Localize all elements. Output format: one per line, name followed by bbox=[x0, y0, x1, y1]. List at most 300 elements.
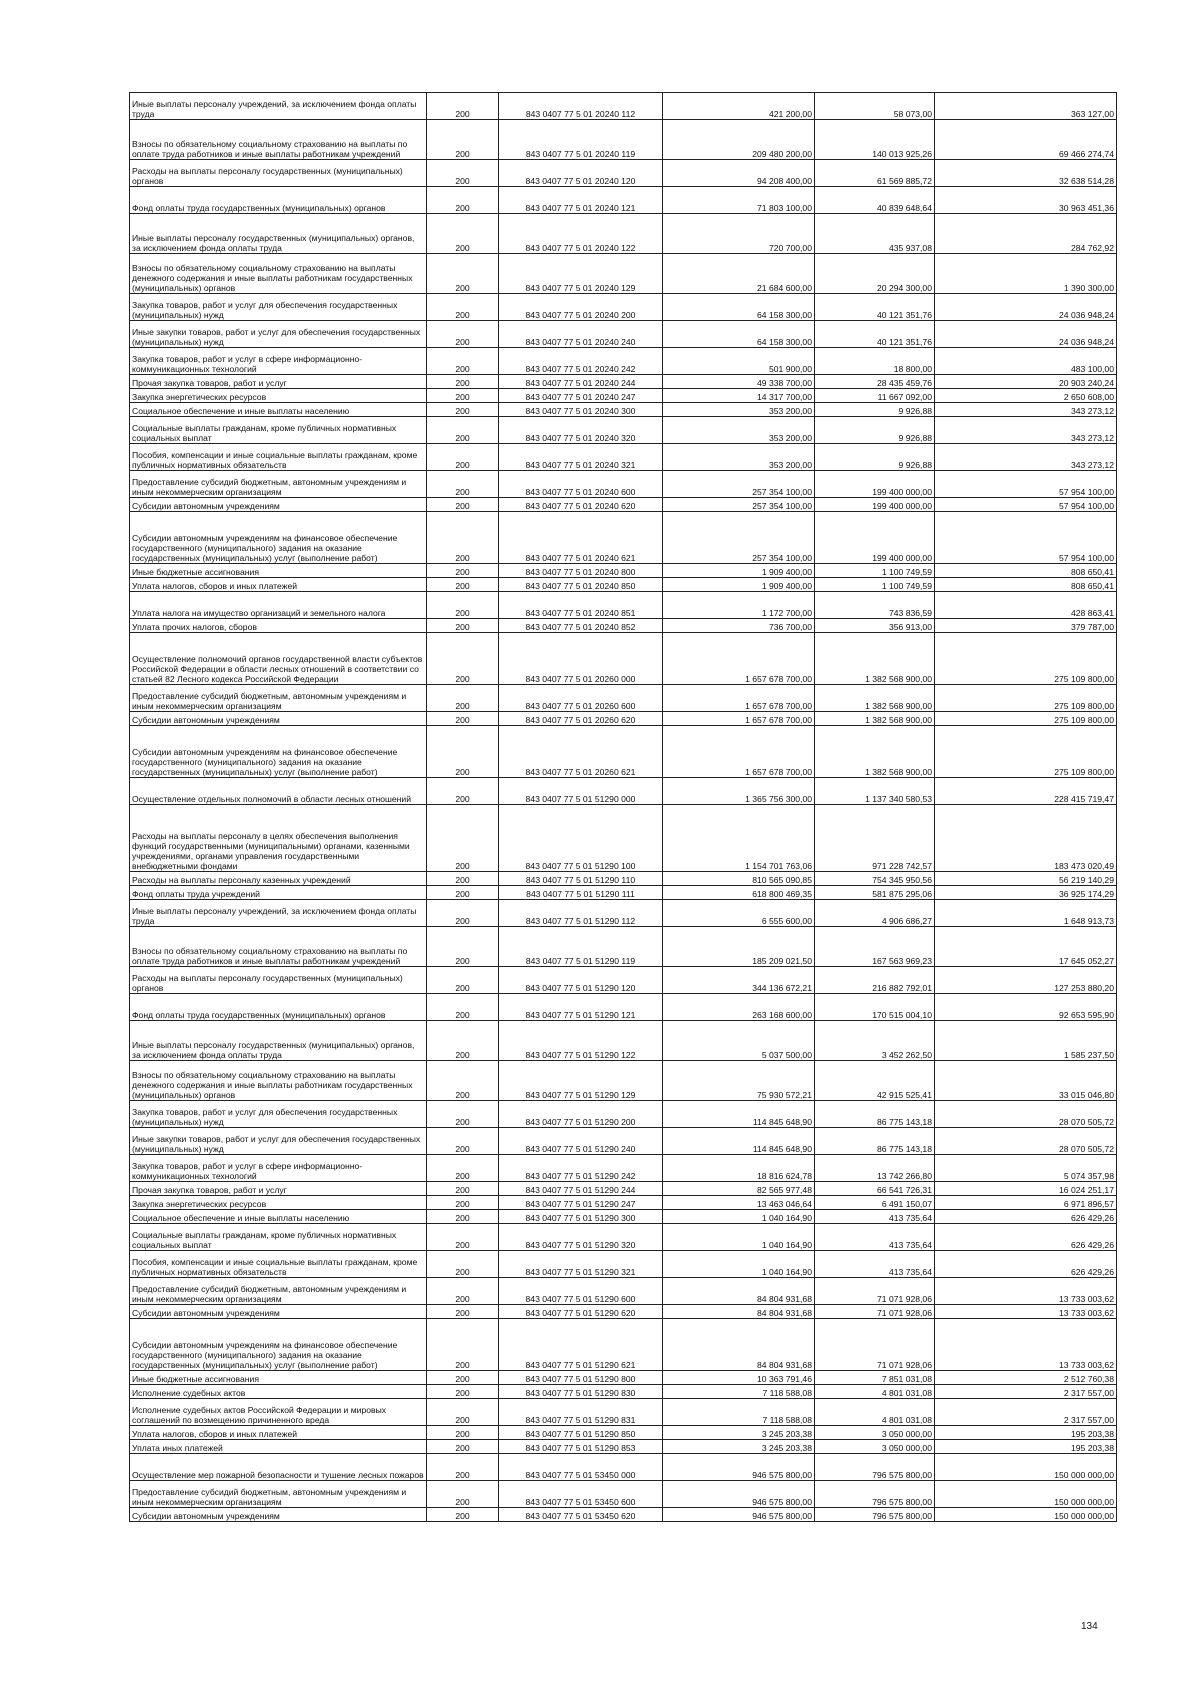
row-approved: 618 800 469,35 bbox=[663, 886, 815, 900]
row-kbk: 843 0407 77 5 01 51290 122 bbox=[499, 1021, 663, 1061]
row-approved: 344 136 672,21 bbox=[663, 967, 815, 994]
row-name: Пособия, компенсации и иные социальные выплаты гражданам, кроме публичных нормативных обязательств bbox=[130, 1251, 427, 1278]
row-kbk: 843 0407 77 5 01 20240 621 bbox=[499, 512, 663, 564]
row-name: Субсидии автономным учреждениям bbox=[130, 1305, 427, 1319]
row-executed: 413 735,64 bbox=[815, 1224, 935, 1251]
row-unexecuted: 92 653 595,90 bbox=[935, 994, 1117, 1021]
table-row bbox=[130, 512, 1117, 564]
row-name: Фонд оплаты труда государственных (муниципальных) органов bbox=[130, 187, 427, 214]
row-name: Субсидии автономным учреждениям bbox=[130, 1508, 427, 1522]
row-executed: 3 452 262,50 bbox=[815, 1021, 935, 1061]
row-executed: 356 913,00 bbox=[815, 619, 935, 633]
row-executed: 796 575 800,00 bbox=[815, 1508, 935, 1522]
row-code: 200 bbox=[427, 1101, 499, 1128]
table-row bbox=[130, 417, 1117, 444]
row-name: Уплата налогов, сборов и иных платежей bbox=[130, 578, 427, 592]
row-kbk: 843 0407 77 5 01 51290 620 bbox=[499, 1305, 663, 1319]
row-unexecuted: 150 000 000,00 bbox=[935, 1508, 1117, 1522]
row-executed: 40 121 351,76 bbox=[815, 321, 935, 348]
row-approved: 1 657 678 700,00 bbox=[663, 712, 815, 726]
row-unexecuted: 24 036 948,24 bbox=[935, 321, 1117, 348]
row-approved: 94 208 400,00 bbox=[663, 160, 815, 187]
row-executed: 4 801 031,08 bbox=[815, 1399, 935, 1426]
row-unexecuted: 6 971 896,57 bbox=[935, 1196, 1117, 1210]
row-executed: 199 400 000,00 bbox=[815, 471, 935, 498]
row-unexecuted: 56 219 140,29 bbox=[935, 872, 1117, 886]
row-unexecuted: 1 585 237,50 bbox=[935, 1021, 1117, 1061]
row-unexecuted: 57 954 100,00 bbox=[935, 498, 1117, 512]
row-code: 200 bbox=[427, 1182, 499, 1196]
row-unexecuted: 28 070 505,72 bbox=[935, 1128, 1117, 1155]
row-approved: 1 172 700,00 bbox=[663, 592, 815, 619]
row-executed: 3 050 000,00 bbox=[815, 1440, 935, 1454]
row-approved: 10 363 791,46 bbox=[663, 1371, 815, 1385]
table-row bbox=[130, 444, 1117, 471]
row-kbk: 843 0407 77 5 01 51290 120 bbox=[499, 967, 663, 994]
row-unexecuted: 33 015 046,80 bbox=[935, 1061, 1117, 1101]
table-row bbox=[130, 994, 1117, 1021]
row-name: Закупка товаров, работ и услуг в сфере информационно-коммуникационных технологий bbox=[130, 348, 427, 375]
row-approved: 21 684 600,00 bbox=[663, 254, 815, 294]
row-approved: 3 245 203,38 bbox=[663, 1440, 815, 1454]
row-code: 200 bbox=[427, 927, 499, 967]
row-unexecuted: 195 203,38 bbox=[935, 1440, 1117, 1454]
row-unexecuted: 343 273,12 bbox=[935, 417, 1117, 444]
table-row bbox=[130, 321, 1117, 348]
row-executed: 6 491 150,07 bbox=[815, 1196, 935, 1210]
row-name: Закупка товаров, работ и услуг для обеспечения государственных (муниципальных) нужд bbox=[130, 294, 427, 321]
row-unexecuted: 36 925 174,29 bbox=[935, 886, 1117, 900]
row-unexecuted: 363 127,00 bbox=[935, 93, 1117, 120]
row-unexecuted: 626 429,26 bbox=[935, 1251, 1117, 1278]
row-kbk: 843 0407 77 5 01 51290 000 bbox=[499, 778, 663, 805]
row-kbk: 843 0407 77 5 01 20260 600 bbox=[499, 685, 663, 712]
row-executed: 199 400 000,00 bbox=[815, 498, 935, 512]
row-executed: 170 515 004,10 bbox=[815, 994, 935, 1021]
row-unexecuted: 1 648 913,73 bbox=[935, 900, 1117, 927]
row-unexecuted: 13 733 003,62 bbox=[935, 1305, 1117, 1319]
row-unexecuted: 284 762,92 bbox=[935, 214, 1117, 254]
row-unexecuted: 195 203,38 bbox=[935, 1426, 1117, 1440]
table-row bbox=[130, 1210, 1117, 1224]
table-row bbox=[130, 900, 1117, 927]
table-body bbox=[130, 93, 1117, 1522]
row-name: Закупка энергетических ресурсов bbox=[130, 1196, 427, 1210]
row-name: Исполнение судебных актов Российской Федерации и мировых соглашений по возмещению причиненного вреда bbox=[130, 1399, 427, 1426]
row-unexecuted: 28 070 505,72 bbox=[935, 1101, 1117, 1128]
row-name: Взносы по обязательному социальному страхованию на выплаты денежного содержания и иные выплаты работникам государственных (муниципальных) органов bbox=[130, 254, 427, 294]
row-code: 200 bbox=[427, 592, 499, 619]
table-row bbox=[130, 471, 1117, 498]
row-unexecuted: 379 787,00 bbox=[935, 619, 1117, 633]
row-kbk: 843 0407 77 5 01 20240 121 bbox=[499, 187, 663, 214]
row-unexecuted: 275 109 800,00 bbox=[935, 726, 1117, 778]
row-executed: 1 382 568 900,00 bbox=[815, 633, 935, 685]
row-kbk: 843 0407 77 5 01 20240 247 bbox=[499, 389, 663, 403]
row-code: 200 bbox=[427, 389, 499, 403]
row-kbk: 843 0407 77 5 01 51290 830 bbox=[499, 1385, 663, 1399]
row-name: Уплата налога на имущество организаций и земельного налога bbox=[130, 592, 427, 619]
row-name: Закупка товаров, работ и услуг для обеспечения государственных (муниципальных) нужд bbox=[130, 1101, 427, 1128]
row-unexecuted: 275 109 800,00 bbox=[935, 685, 1117, 712]
row-kbk: 843 0407 77 5 01 20240 852 bbox=[499, 619, 663, 633]
row-unexecuted: 2 512 760,38 bbox=[935, 1371, 1117, 1385]
row-name: Иные выплаты персоналу учреждений, за исключением фонда оплаты труда bbox=[130, 93, 427, 120]
row-unexecuted: 428 863,41 bbox=[935, 592, 1117, 619]
row-approved: 720 700,00 bbox=[663, 214, 815, 254]
row-kbk: 843 0407 77 5 01 20240 320 bbox=[499, 417, 663, 444]
row-executed: 581 875 295,06 bbox=[815, 886, 935, 900]
row-kbk: 843 0407 77 5 01 53450 000 bbox=[499, 1454, 663, 1481]
table-row bbox=[130, 1385, 1117, 1399]
row-executed: 86 775 143,18 bbox=[815, 1128, 935, 1155]
row-unexecuted: 2 650 608,00 bbox=[935, 389, 1117, 403]
table-row bbox=[130, 120, 1117, 160]
row-unexecuted: 13 733 003,62 bbox=[935, 1278, 1117, 1305]
table-row bbox=[130, 1155, 1117, 1182]
row-approved: 64 158 300,00 bbox=[663, 294, 815, 321]
row-kbk: 843 0407 77 5 01 51290 100 bbox=[499, 805, 663, 872]
row-code: 200 bbox=[427, 633, 499, 685]
row-code: 200 bbox=[427, 1196, 499, 1210]
row-kbk: 843 0407 77 5 01 51290 112 bbox=[499, 900, 663, 927]
table-row bbox=[130, 619, 1117, 633]
table-row bbox=[130, 1305, 1117, 1319]
row-approved: 14 317 700,00 bbox=[663, 389, 815, 403]
row-name: Субсидии автономным учреждениям bbox=[130, 712, 427, 726]
row-executed: 4 906 686,27 bbox=[815, 900, 935, 927]
row-executed: 1 382 568 900,00 bbox=[815, 726, 935, 778]
row-name: Предоставление субсидий бюджетным, автономным учреждениям и иным некоммерческим организациям bbox=[130, 1278, 427, 1305]
row-kbk: 843 0407 77 5 01 20240 242 bbox=[499, 348, 663, 375]
row-code: 200 bbox=[427, 1481, 499, 1508]
row-kbk: 843 0407 77 5 01 20240 600 bbox=[499, 471, 663, 498]
table-row bbox=[130, 1224, 1117, 1251]
row-kbk: 843 0407 77 5 01 20240 240 bbox=[499, 321, 663, 348]
table-row bbox=[130, 1426, 1117, 1440]
row-executed: 1 100 749,59 bbox=[815, 578, 935, 592]
row-name: Закупка энергетических ресурсов bbox=[130, 389, 427, 403]
row-executed: 140 013 925,26 bbox=[815, 120, 935, 160]
table-row bbox=[130, 1021, 1117, 1061]
row-name: Осуществление отдельных полномочий в области лесных отношений bbox=[130, 778, 427, 805]
row-executed: 11 667 092,00 bbox=[815, 389, 935, 403]
table-row bbox=[130, 375, 1117, 389]
row-approved: 3 245 203,38 bbox=[663, 1426, 815, 1440]
row-code: 200 bbox=[427, 1371, 499, 1385]
row-kbk: 843 0407 77 5 01 20240 120 bbox=[499, 160, 663, 187]
row-kbk: 843 0407 77 5 01 20240 129 bbox=[499, 254, 663, 294]
row-executed: 86 775 143,18 bbox=[815, 1101, 935, 1128]
row-approved: 84 804 931,68 bbox=[663, 1278, 815, 1305]
row-kbk: 843 0407 77 5 01 51290 853 bbox=[499, 1440, 663, 1454]
row-unexecuted: 16 024 251,17 bbox=[935, 1182, 1117, 1196]
row-kbk: 843 0407 77 5 01 20240 800 bbox=[499, 564, 663, 578]
row-unexecuted: 228 415 719,47 bbox=[935, 778, 1117, 805]
row-unexecuted: 2 317 557,00 bbox=[935, 1385, 1117, 1399]
row-unexecuted: 343 273,12 bbox=[935, 403, 1117, 417]
row-name: Предоставление субсидий бюджетным, автономным учреждениям и иным некоммерческим организациям bbox=[130, 685, 427, 712]
row-executed: 71 071 928,06 bbox=[815, 1278, 935, 1305]
row-approved: 946 575 800,00 bbox=[663, 1481, 815, 1508]
row-name: Уплата прочих налогов, сборов bbox=[130, 619, 427, 633]
row-unexecuted: 150 000 000,00 bbox=[935, 1454, 1117, 1481]
row-kbk: 843 0407 77 5 01 53450 620 bbox=[499, 1508, 663, 1522]
row-name: Фонд оплаты труда учреждений bbox=[130, 886, 427, 900]
row-kbk: 843 0407 77 5 01 51290 247 bbox=[499, 1196, 663, 1210]
row-executed: 796 575 800,00 bbox=[815, 1454, 935, 1481]
row-code: 200 bbox=[427, 1251, 499, 1278]
row-kbk: 843 0407 77 5 01 53450 600 bbox=[499, 1481, 663, 1508]
row-unexecuted: 57 954 100,00 bbox=[935, 471, 1117, 498]
table-row bbox=[130, 1251, 1117, 1278]
row-name: Социальные выплаты гражданам, кроме публичных нормативных социальных выплат bbox=[130, 1224, 427, 1251]
row-approved: 1 154 701 763,06 bbox=[663, 805, 815, 872]
table-row bbox=[130, 254, 1117, 294]
row-executed: 413 735,64 bbox=[815, 1251, 935, 1278]
table-row bbox=[130, 498, 1117, 512]
row-approved: 84 804 931,68 bbox=[663, 1305, 815, 1319]
row-kbk: 843 0407 77 5 01 20260 620 bbox=[499, 712, 663, 726]
row-unexecuted: 1 390 300,00 bbox=[935, 254, 1117, 294]
row-unexecuted: 483 100,00 bbox=[935, 348, 1117, 375]
row-kbk: 843 0407 77 5 01 51290 800 bbox=[499, 1371, 663, 1385]
row-kbk: 843 0407 77 5 01 51290 321 bbox=[499, 1251, 663, 1278]
row-kbk: 843 0407 77 5 01 20240 112 bbox=[499, 93, 663, 120]
row-code: 200 bbox=[427, 1440, 499, 1454]
row-unexecuted: 275 109 800,00 bbox=[935, 633, 1117, 685]
row-kbk: 843 0407 77 5 01 51290 200 bbox=[499, 1101, 663, 1128]
row-unexecuted: 17 645 052,27 bbox=[935, 927, 1117, 967]
row-approved: 1 657 678 700,00 bbox=[663, 685, 815, 712]
row-approved: 7 118 588,08 bbox=[663, 1399, 815, 1426]
row-kbk: 843 0407 77 5 01 51290 129 bbox=[499, 1061, 663, 1101]
row-kbk: 843 0407 77 5 01 20240 620 bbox=[499, 498, 663, 512]
row-name: Субсидии автономным учреждениям на финансовое обеспечение государственного (муниципального) задания на оказание государственных (муниципальных) услуг (выполнение работ) bbox=[130, 726, 427, 778]
table-row bbox=[130, 1440, 1117, 1454]
table-row bbox=[130, 1101, 1117, 1128]
row-code: 200 bbox=[427, 471, 499, 498]
row-approved: 946 575 800,00 bbox=[663, 1454, 815, 1481]
row-kbk: 843 0407 77 5 01 51290 831 bbox=[499, 1399, 663, 1426]
row-kbk: 843 0407 77 5 01 20260 621 bbox=[499, 726, 663, 778]
row-code: 200 bbox=[427, 375, 499, 389]
row-approved: 84 804 931,68 bbox=[663, 1319, 815, 1371]
row-kbk: 843 0407 77 5 01 51290 850 bbox=[499, 1426, 663, 1440]
row-approved: 1 657 678 700,00 bbox=[663, 726, 815, 778]
row-kbk: 843 0407 77 5 01 20240 244 bbox=[499, 375, 663, 389]
row-name: Социальное обеспечение и иные выплаты населению bbox=[130, 1210, 427, 1224]
row-approved: 75 930 572,21 bbox=[663, 1061, 815, 1101]
row-executed: 796 575 800,00 bbox=[815, 1481, 935, 1508]
table-row bbox=[130, 214, 1117, 254]
row-code: 200 bbox=[427, 900, 499, 927]
table-row bbox=[130, 403, 1117, 417]
row-executed: 28 435 459,76 bbox=[815, 375, 935, 389]
row-unexecuted: 2 317 557,00 bbox=[935, 1399, 1117, 1426]
row-executed: 42 915 525,41 bbox=[815, 1061, 935, 1101]
row-approved: 7 118 588,08 bbox=[663, 1385, 815, 1399]
table-row bbox=[130, 1182, 1117, 1196]
table-row bbox=[130, 685, 1117, 712]
row-code: 200 bbox=[427, 498, 499, 512]
row-code: 200 bbox=[427, 294, 499, 321]
row-kbk: 843 0407 77 5 01 20240 119 bbox=[499, 120, 663, 160]
row-executed: 66 541 726,31 bbox=[815, 1182, 935, 1196]
row-name: Взносы по обязательному социальному страхованию на выплаты денежного содержания и иные выплаты работникам государственных (муниципальных) органов bbox=[130, 1061, 427, 1101]
row-code: 200 bbox=[427, 512, 499, 564]
table-row bbox=[130, 805, 1117, 872]
row-code: 200 bbox=[427, 1399, 499, 1426]
row-code: 200 bbox=[427, 120, 499, 160]
row-code: 200 bbox=[427, 1319, 499, 1371]
row-executed: 9 926,88 bbox=[815, 417, 935, 444]
row-executed: 3 050 000,00 bbox=[815, 1426, 935, 1440]
table-row bbox=[130, 348, 1117, 375]
row-kbk: 843 0407 77 5 01 20240 321 bbox=[499, 444, 663, 471]
row-executed: 71 071 928,06 bbox=[815, 1305, 935, 1319]
row-name: Социальные выплаты гражданам, кроме публичных нормативных социальных выплат bbox=[130, 417, 427, 444]
table-row bbox=[130, 872, 1117, 886]
row-kbk: 843 0407 77 5 01 51290 240 bbox=[499, 1128, 663, 1155]
table-row bbox=[130, 187, 1117, 214]
row-kbk: 843 0407 77 5 01 51290 242 bbox=[499, 1155, 663, 1182]
table-row bbox=[130, 1481, 1117, 1508]
row-code: 200 bbox=[427, 1305, 499, 1319]
row-approved: 353 200,00 bbox=[663, 417, 815, 444]
row-code: 200 bbox=[427, 187, 499, 214]
table-row bbox=[130, 1454, 1117, 1481]
row-name: Фонд оплаты труда государственных (муниципальных) органов bbox=[130, 994, 427, 1021]
table-row bbox=[130, 726, 1117, 778]
row-name: Иные закупки товаров, работ и услуг для обеспечения государственных (муниципальных) нужд bbox=[130, 1128, 427, 1155]
row-approved: 13 463 046,64 bbox=[663, 1196, 815, 1210]
table-row bbox=[130, 1371, 1117, 1385]
table-row bbox=[130, 967, 1117, 994]
table-row bbox=[130, 389, 1117, 403]
row-approved: 736 700,00 bbox=[663, 619, 815, 633]
row-code: 200 bbox=[427, 348, 499, 375]
row-code: 200 bbox=[427, 1128, 499, 1155]
row-kbk: 843 0407 77 5 01 51290 320 bbox=[499, 1224, 663, 1251]
table-row bbox=[130, 1128, 1117, 1155]
row-name: Закупка товаров, работ и услуг в сфере информационно-коммуникационных технологий bbox=[130, 1155, 427, 1182]
row-code: 200 bbox=[427, 321, 499, 348]
row-kbk: 843 0407 77 5 01 51290 121 bbox=[499, 994, 663, 1021]
page-number: 134 bbox=[1081, 1621, 1098, 1632]
row-approved: 353 200,00 bbox=[663, 444, 815, 471]
table-row bbox=[130, 886, 1117, 900]
row-kbk: 843 0407 77 5 01 20240 300 bbox=[499, 403, 663, 417]
row-code: 200 bbox=[427, 778, 499, 805]
table-row bbox=[130, 578, 1117, 592]
row-executed: 20 294 300,00 bbox=[815, 254, 935, 294]
row-code: 200 bbox=[427, 1385, 499, 1399]
row-unexecuted: 626 429,26 bbox=[935, 1210, 1117, 1224]
row-name: Расходы на выплаты персоналу государственных (муниципальных) органов bbox=[130, 160, 427, 187]
row-approved: 1 909 400,00 bbox=[663, 578, 815, 592]
row-code: 200 bbox=[427, 619, 499, 633]
row-approved: 1 365 756 300,00 bbox=[663, 778, 815, 805]
row-name: Взносы по обязательному социальному страхованию на выплаты по оплате труда работников и иные выплаты работникам учреждений bbox=[130, 927, 427, 967]
row-name: Социальное обеспечение и иные выплаты населению bbox=[130, 403, 427, 417]
row-unexecuted: 808 650,41 bbox=[935, 578, 1117, 592]
row-approved: 353 200,00 bbox=[663, 403, 815, 417]
row-unexecuted: 57 954 100,00 bbox=[935, 512, 1117, 564]
row-code: 200 bbox=[427, 1155, 499, 1182]
row-executed: 167 563 969,23 bbox=[815, 927, 935, 967]
row-approved: 114 845 648,90 bbox=[663, 1101, 815, 1128]
row-code: 200 bbox=[427, 967, 499, 994]
table-row bbox=[130, 592, 1117, 619]
row-code: 200 bbox=[427, 403, 499, 417]
row-approved: 1 040 164,90 bbox=[663, 1251, 815, 1278]
row-approved: 1 040 164,90 bbox=[663, 1210, 815, 1224]
row-kbk: 843 0407 77 5 01 51290 111 bbox=[499, 886, 663, 900]
row-name: Субсидии автономным учреждениям на финансовое обеспечение государственного (муниципального) задания на оказание государственных (муниципальных) услуг (выполнение работ) bbox=[130, 1319, 427, 1371]
row-unexecuted: 127 253 880,20 bbox=[935, 967, 1117, 994]
row-code: 200 bbox=[427, 726, 499, 778]
row-code: 200 bbox=[427, 872, 499, 886]
row-unexecuted: 183 473 020,49 bbox=[935, 805, 1117, 872]
row-approved: 18 816 624,78 bbox=[663, 1155, 815, 1182]
table-row bbox=[130, 1508, 1117, 1522]
row-unexecuted: 808 650,41 bbox=[935, 564, 1117, 578]
row-approved: 209 480 200,00 bbox=[663, 120, 815, 160]
row-kbk: 843 0407 77 5 01 20260 000 bbox=[499, 633, 663, 685]
row-name: Исполнение судебных актов bbox=[130, 1385, 427, 1399]
table-row bbox=[130, 633, 1117, 685]
row-code: 200 bbox=[427, 1454, 499, 1481]
row-name: Осуществление полномочий органов государственной власти субъектов Российской Федерации в области лесных отношений в соответствии со статьей 82 Лесного кодекса Российской Федерации bbox=[130, 633, 427, 685]
row-unexecuted: 30 963 451,36 bbox=[935, 187, 1117, 214]
row-name: Уплата налогов, сборов и иных платежей bbox=[130, 1426, 427, 1440]
row-code: 200 bbox=[427, 160, 499, 187]
row-name: Иные выплаты персоналу государственных (муниципальных) органов, за исключением фонда оплаты труда bbox=[130, 1021, 427, 1061]
row-kbk: 843 0407 77 5 01 51290 244 bbox=[499, 1182, 663, 1196]
row-unexecuted: 343 273,12 bbox=[935, 444, 1117, 471]
row-executed: 435 937,08 bbox=[815, 214, 935, 254]
row-kbk: 843 0407 77 5 01 20240 851 bbox=[499, 592, 663, 619]
row-code: 200 bbox=[427, 994, 499, 1021]
row-name: Прочая закупка товаров, работ и услуг bbox=[130, 375, 427, 389]
row-code: 200 bbox=[427, 1021, 499, 1061]
row-approved: 257 354 100,00 bbox=[663, 471, 815, 498]
row-code: 200 bbox=[427, 417, 499, 444]
budget-execution-table bbox=[129, 92, 1117, 1522]
row-executed: 58 073,00 bbox=[815, 93, 935, 120]
table-row bbox=[130, 1061, 1117, 1101]
row-name: Прочая закупка товаров, работ и услуг bbox=[130, 1182, 427, 1196]
row-unexecuted: 5 074 357,98 bbox=[935, 1155, 1117, 1182]
row-executed: 1 100 749,59 bbox=[815, 564, 935, 578]
row-approved: 257 354 100,00 bbox=[663, 512, 815, 564]
row-name: Иные закупки товаров, работ и услуг для обеспечения государственных (муниципальных) нужд bbox=[130, 321, 427, 348]
row-executed: 4 801 031,08 bbox=[815, 1385, 935, 1399]
row-name: Иные бюджетные ассигнования bbox=[130, 1371, 427, 1385]
row-kbk: 843 0407 77 5 01 20240 200 bbox=[499, 294, 663, 321]
row-name: Взносы по обязательному социальному страхованию на выплаты по оплате труда работников и иные выплаты работникам учреждений bbox=[130, 120, 427, 160]
table-row bbox=[130, 778, 1117, 805]
row-code: 200 bbox=[427, 1508, 499, 1522]
row-name: Расходы на выплаты персоналу в целях обеспечения выполнения функций государственными (муниципальными) органами, казенными учреждениями, органами управления государственными внебюджетными фондами bbox=[130, 805, 427, 872]
row-unexecuted: 32 638 514,28 bbox=[935, 160, 1117, 187]
row-unexecuted: 24 036 948,24 bbox=[935, 294, 1117, 321]
row-kbk: 843 0407 77 5 01 51290 110 bbox=[499, 872, 663, 886]
row-code: 200 bbox=[427, 712, 499, 726]
row-executed: 199 400 000,00 bbox=[815, 512, 935, 564]
row-code: 200 bbox=[427, 564, 499, 578]
